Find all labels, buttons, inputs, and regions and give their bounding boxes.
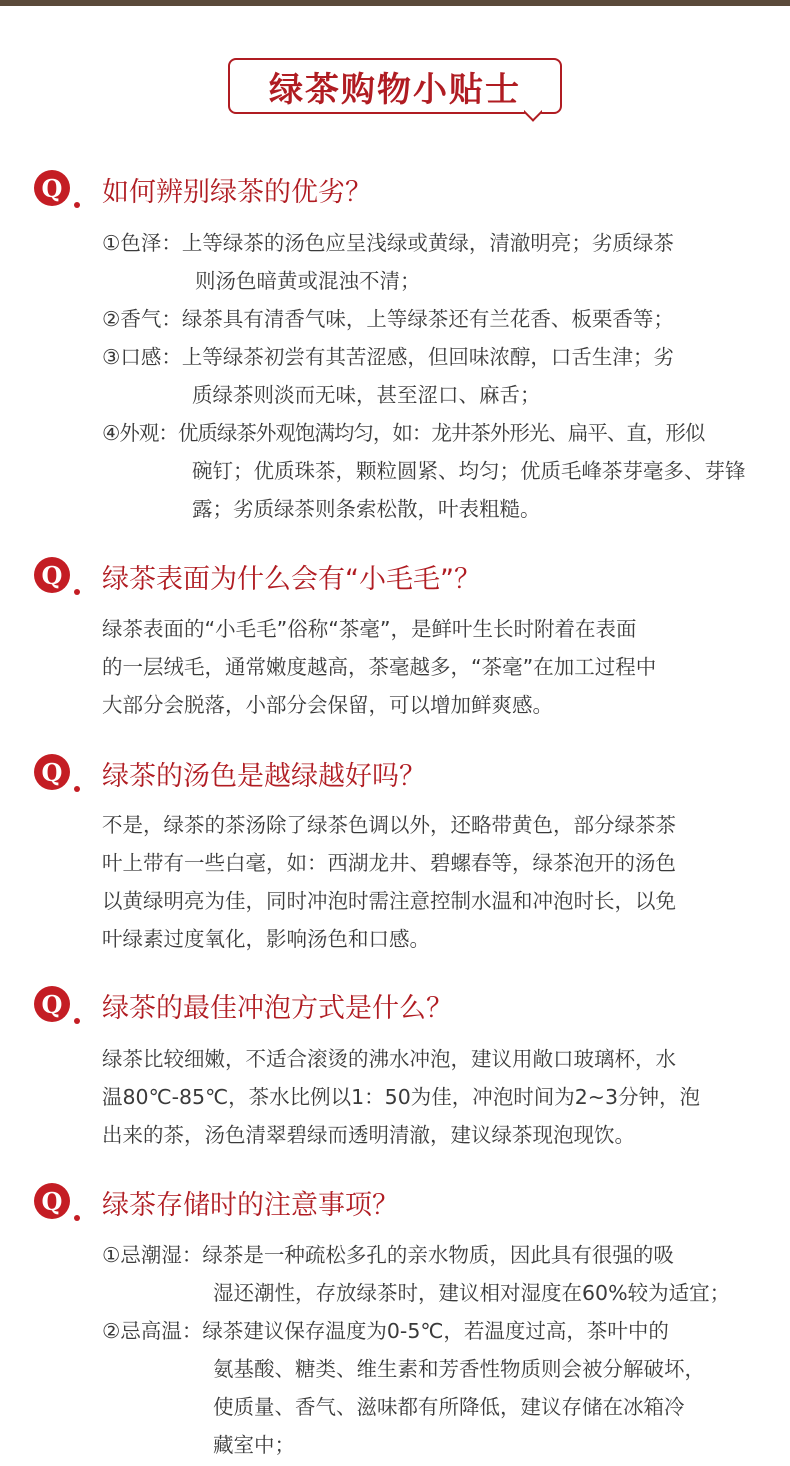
page-header <box>228 58 562 126</box>
q-icon: Q <box>34 1183 70 1219</box>
answer-line: 的一层绒毛，通常嫩度越高，茶毫越多，“茶毫”在加工过程中 <box>102 655 657 679</box>
answer-line: 藏室中； <box>213 1433 295 1457</box>
question-title: 绿茶的最佳冲泡方式是什么？ <box>102 993 453 1024</box>
q-icon: Q <box>34 170 70 206</box>
question-title: 绿茶的汤色是越绿越好吗？ <box>102 761 426 792</box>
answer-line: ②香气：绿茶具有清香气味，上等绿茶还有兰花香、板栗香等； <box>102 307 674 331</box>
answer-line: 使质量、香气、滋味都有所降低，建议存储在冰箱冷 <box>213 1395 685 1419</box>
answer-line: 以黄绿明亮为佳，同时冲泡时需注意控制水温和冲泡时长，以免 <box>102 889 676 913</box>
q-dot <box>74 202 80 208</box>
page-title: 绿茶购物小贴士 <box>269 69 521 110</box>
answer-line: ①忌潮湿：绿茶是一种疏松多孔的亲水物质，因此具有很强的吸 <box>102 1243 674 1267</box>
q-icon: Q <box>34 754 70 790</box>
speech-bubble-tail <box>524 110 542 128</box>
answer-line: 质绿茶则淡而无味，甚至涩口、麻舌； <box>192 383 541 407</box>
answer-line: 出来的茶，汤色清翠碧绿而透明清澈，建议绿茶现泡现饮。 <box>102 1123 635 1147</box>
answer-line: ①色泽：上等绿茶的汤色应呈浅绿或黄绿，清澈明亮；劣质绿茶 <box>102 231 674 255</box>
top-border <box>0 0 790 6</box>
header-box <box>228 58 562 114</box>
answer-line: 绿茶表面的“小毛毛”俗称“茶毫”，是鲜叶生长时附着在表面 <box>102 617 637 641</box>
answer-line: ③口感：上等绿茶初尝有其苦涩感，但回味浓醇，口舌生津；劣 <box>102 345 674 369</box>
q-icon: Q <box>34 986 70 1022</box>
answer-line: 碗钉；优质珠茶，颗粒圆紧、均匀；优质毛峰茶芽毫多、芽锋 <box>192 459 746 483</box>
answer-line: 氨基酸、糖类、维生素和芳香性物质则会被分解破坏， <box>213 1357 705 1381</box>
answer-line: 叶绿素过度氧化，影响汤色和口感。 <box>102 927 430 951</box>
answer-line: 叶上带有一些白毫，如：西湖龙井、碧螺春等，绿茶泡开的汤色 <box>102 851 676 875</box>
answer-line: 绿茶比较细嫩，不适合滚烫的沸水冲泡，建议用敞口玻璃杯，水 <box>102 1047 676 1071</box>
question-title: 如何辨别绿茶的优劣？ <box>102 177 372 208</box>
answer-line: 温80℃-85℃，茶水比例以1：50为佳，冲泡时间为2~3分钟，泡 <box>102 1085 701 1109</box>
q-dot <box>74 1215 80 1221</box>
answer-line: 不是，绿茶的茶汤除了绿茶色调以外，还略带黄色，部分绿茶茶 <box>102 813 676 837</box>
answer-line: 露；劣质绿茶则条索松散，叶表粗糙。 <box>192 497 541 521</box>
question-title: 绿茶存储时的注意事项？ <box>102 1190 399 1221</box>
answer-line: 大部分会脱落，小部分会保留，可以增加鲜爽感。 <box>102 693 553 717</box>
answer-line: 则汤色暗黄或混浊不清； <box>195 269 421 293</box>
answer-line: ④外观：优质绿茶外观饱满均匀，如：龙井茶外形光、扁平、直，形似 <box>102 421 705 445</box>
q-dot <box>74 1018 80 1024</box>
answer-line: ②忌高温：绿茶建议保存温度为0-5℃，若温度过高，茶叶中的 <box>102 1319 669 1343</box>
q-dot <box>74 589 80 595</box>
question-title: 绿茶表面为什么会有“小毛毛”？ <box>102 564 481 595</box>
q-dot <box>74 786 80 792</box>
answer-line: 湿还潮性，存放绿茶时，建议相对湿度在60%较为适宜； <box>213 1281 731 1305</box>
q-icon: Q <box>34 557 70 593</box>
